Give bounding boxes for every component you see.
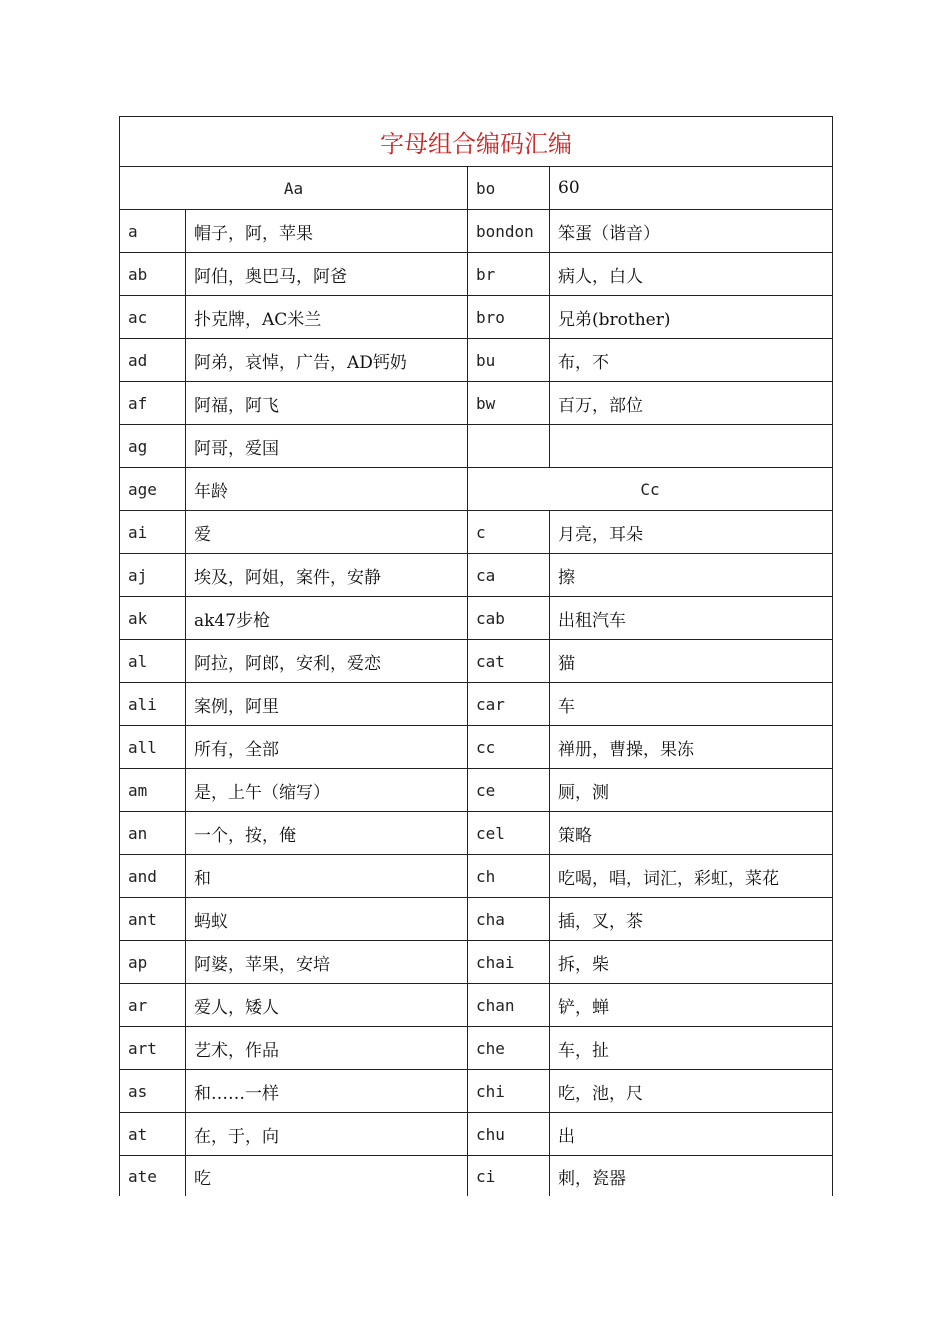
code-cell: ab bbox=[120, 253, 186, 296]
code-cell: cel bbox=[468, 812, 550, 855]
code-cell: ant bbox=[120, 898, 186, 941]
code-cell: all bbox=[120, 726, 186, 769]
code-cell: ac bbox=[120, 296, 186, 339]
code-cell: bo bbox=[468, 167, 550, 210]
meaning-cell: 在，于，向 bbox=[186, 1113, 468, 1156]
code-cell: bro bbox=[468, 296, 550, 339]
meaning-cell: 和 bbox=[186, 855, 468, 898]
meaning-cell: 吃 bbox=[186, 1156, 468, 1197]
meaning-cell: 吃喝，唱，词汇，彩虹，菜花 bbox=[550, 855, 833, 898]
code-cell: ce bbox=[468, 769, 550, 812]
meaning-cell: 一个，按，俺 bbox=[186, 812, 468, 855]
code-cell: an bbox=[120, 812, 186, 855]
code-cell: ag bbox=[120, 425, 186, 468]
meaning-cell: 病人，白人 bbox=[550, 253, 833, 296]
code-cell: ca bbox=[468, 554, 550, 597]
meaning-cell: 爱人，矮人 bbox=[186, 984, 468, 1027]
code-cell: ci bbox=[468, 1156, 550, 1197]
meaning-cell: 百万，部位 bbox=[550, 382, 833, 425]
code-cell: ar bbox=[120, 984, 186, 1027]
meaning-cell: 阿弟，哀悼，广告，AD钙奶 bbox=[186, 339, 468, 382]
code-cell: cab bbox=[468, 597, 550, 640]
code-cell: ak bbox=[120, 597, 186, 640]
code-cell: car bbox=[468, 683, 550, 726]
table-row bbox=[120, 984, 833, 1027]
meaning-cell: 年龄 bbox=[186, 468, 468, 511]
meaning-cell: 阿拉，阿郎，安利，爱恋 bbox=[186, 640, 468, 683]
code-cell: cat bbox=[468, 640, 550, 683]
table-row bbox=[120, 1113, 833, 1156]
table-row bbox=[120, 253, 833, 296]
meaning-cell: 是，上午（缩写） bbox=[186, 769, 468, 812]
table-row bbox=[120, 1070, 833, 1113]
code-cell: aj bbox=[120, 554, 186, 597]
code-cell: che bbox=[468, 1027, 550, 1070]
table-row bbox=[120, 382, 833, 425]
meaning-cell: 车，扯 bbox=[550, 1027, 833, 1070]
code-cell: br bbox=[468, 253, 550, 296]
meaning-cell: 擦 bbox=[550, 554, 833, 597]
code-cell: as bbox=[120, 1070, 186, 1113]
code-cell: c bbox=[468, 511, 550, 554]
meaning-cell: 拆，柴 bbox=[550, 941, 833, 984]
meaning-cell: ak47步枪 bbox=[186, 597, 468, 640]
meaning-cell: 出 bbox=[550, 1113, 833, 1156]
meaning-cell: 60 bbox=[550, 167, 833, 210]
table-row bbox=[120, 597, 833, 640]
meaning-cell: 阿哥，爱国 bbox=[186, 425, 468, 468]
table-row bbox=[120, 726, 833, 769]
code-cell bbox=[468, 425, 550, 468]
meaning-cell: 爱 bbox=[186, 511, 468, 554]
table-title: 字母组合编码汇编 bbox=[120, 117, 833, 167]
code-cell: ad bbox=[120, 339, 186, 382]
meaning-cell: 铲，蝉 bbox=[550, 984, 833, 1027]
meaning-cell: 月亮，耳朵 bbox=[550, 511, 833, 554]
table-row bbox=[120, 554, 833, 597]
meaning-cell: 兄弟(brother) bbox=[550, 296, 833, 339]
code-cell: art bbox=[120, 1027, 186, 1070]
meaning-cell: 阿伯，奥巴马，阿爸 bbox=[186, 253, 468, 296]
meaning-cell: 艺术，作品 bbox=[186, 1027, 468, 1070]
meaning-cell: 刺，瓷器 bbox=[550, 1156, 833, 1197]
meaning-cell: 猫 bbox=[550, 640, 833, 683]
meaning-cell: 笨蛋（谐音） bbox=[550, 210, 833, 253]
meaning-cell: 案例，阿里 bbox=[186, 683, 468, 726]
meaning-cell: 出租汽车 bbox=[550, 597, 833, 640]
code-cell: ch bbox=[468, 855, 550, 898]
meaning-cell: 禅册，曹操，果冻 bbox=[550, 726, 833, 769]
code-cell: bondon bbox=[468, 210, 550, 253]
code-table bbox=[119, 116, 833, 1196]
table-row bbox=[120, 640, 833, 683]
code-cell: chi bbox=[468, 1070, 550, 1113]
table-row bbox=[120, 511, 833, 554]
code-cell: chu bbox=[468, 1113, 550, 1156]
code-cell: ate bbox=[120, 1156, 186, 1197]
meaning-cell: 和……一样 bbox=[186, 1070, 468, 1113]
code-cell: bw bbox=[468, 382, 550, 425]
table-row bbox=[120, 855, 833, 898]
meaning-cell: 布，不 bbox=[550, 339, 833, 382]
table-row bbox=[120, 769, 833, 812]
code-cell: am bbox=[120, 769, 186, 812]
table-row bbox=[120, 339, 833, 382]
table-row bbox=[120, 1156, 833, 1197]
table-row bbox=[120, 812, 833, 855]
table-row bbox=[120, 898, 833, 941]
meaning-cell: 蚂蚁 bbox=[186, 898, 468, 941]
meaning-cell: 所有，全部 bbox=[186, 726, 468, 769]
code-cell: cc bbox=[468, 726, 550, 769]
table-row bbox=[120, 683, 833, 726]
section-heading-aa: Aa bbox=[120, 167, 468, 210]
code-cell: chan bbox=[468, 984, 550, 1027]
table-row bbox=[120, 425, 833, 468]
section-heading-cc: Cc bbox=[468, 468, 833, 511]
meaning-cell: 阿福，阿飞 bbox=[186, 382, 468, 425]
code-cell: at bbox=[120, 1113, 186, 1156]
meaning-cell: 车 bbox=[550, 683, 833, 726]
code-cell: bu bbox=[468, 339, 550, 382]
code-cell: ap bbox=[120, 941, 186, 984]
code-cell: ali bbox=[120, 683, 186, 726]
table-row bbox=[120, 167, 833, 210]
code-cell: ai bbox=[120, 511, 186, 554]
code-cell: and bbox=[120, 855, 186, 898]
code-cell: a bbox=[120, 210, 186, 253]
title-row bbox=[120, 117, 833, 167]
meaning-cell: 帽子，阿，苹果 bbox=[186, 210, 468, 253]
code-cell: al bbox=[120, 640, 186, 683]
table-row bbox=[120, 468, 833, 511]
meaning-cell: 厕，测 bbox=[550, 769, 833, 812]
code-cell: cha bbox=[468, 898, 550, 941]
meaning-cell: 策略 bbox=[550, 812, 833, 855]
meaning-cell: 扑克牌，AC米兰 bbox=[186, 296, 468, 339]
meaning-cell: 埃及，阿姐，案件，安静 bbox=[186, 554, 468, 597]
table-row bbox=[120, 1027, 833, 1070]
table-row bbox=[120, 941, 833, 984]
table-row bbox=[120, 296, 833, 339]
meaning-cell: 插，叉，茶 bbox=[550, 898, 833, 941]
code-cell: chai bbox=[468, 941, 550, 984]
code-cell: age bbox=[120, 468, 186, 511]
meaning-cell bbox=[550, 425, 833, 468]
meaning-cell: 吃，池，尺 bbox=[550, 1070, 833, 1113]
code-cell: af bbox=[120, 382, 186, 425]
table-row bbox=[120, 210, 833, 253]
meaning-cell: 阿婆，苹果，安培 bbox=[186, 941, 468, 984]
